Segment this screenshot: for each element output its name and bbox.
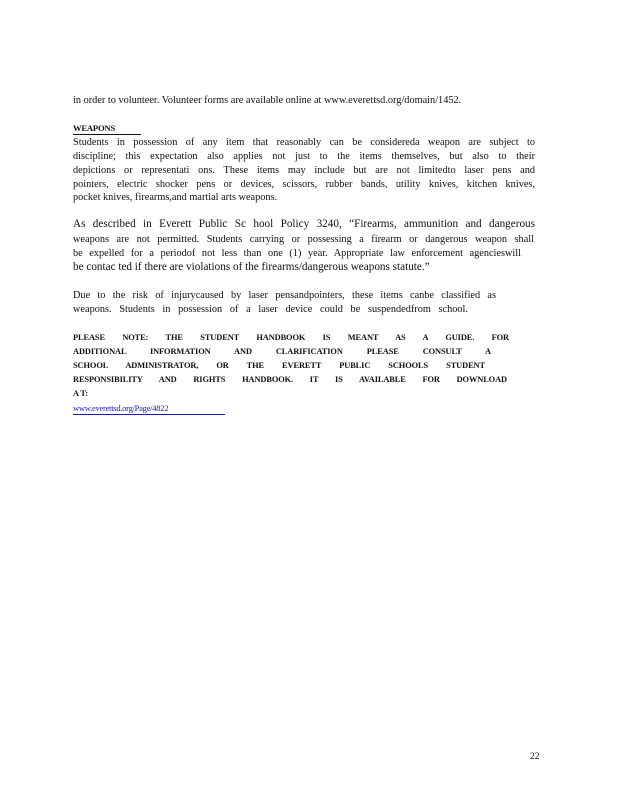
policy-paragraph-line: weapons are not permitted. Students carrying or possessing a firearm or dangerous weapon shall — [73, 234, 534, 245]
weapons-paragraph-line: discipline; this expectation also applies not just to the items themselves, but also to their — [73, 151, 535, 162]
weapons-paragraph-line: Students in possession of any item that reasonably can be considereda weapon are subject to — [73, 137, 535, 148]
weapons-heading: WEAPONS — [73, 123, 141, 135]
handbook-note-line: A T: — [73, 389, 88, 398]
handbook-note-line: SCHOOL ADMINISTRATOR, OR THE EVERETT PUBLIC SCHOOLS STUDENT — [73, 361, 485, 370]
policy-paragraph-line: be expelled for a periodof not less than one (1) year. Appropriate law enforcement agencieswill — [73, 248, 521, 259]
handbook-note-line: RESPONSIBILITY AND RIGHTS HANDBOOK. IT IS AVAILABLE FOR DOWNLOAD — [73, 375, 507, 384]
volunteer-paragraph-line: in order to volunteer. Volunteer forms are available online at www.everettsd.org/domain/1452. — [73, 95, 462, 106]
weapons-paragraph-line: pointers, electric shocker pens or devices, scissors, rubber bands, utility knives, kitchen knives, — [73, 179, 535, 190]
policy-paragraph-line: be contac ted if there are violations of the firearms/dangerous weapons statute.” — [73, 261, 430, 273]
weapons-paragraph-line: pocket knives, firearms,and martial arts weapons. — [73, 192, 278, 203]
laser-paragraph-line: Due to the risk of injurycaused by laser pensandpointers, these items canbe classified as — [73, 290, 496, 301]
policy-paragraph-line: As described in Everett Public Sc hool Policy 3240, “Firearms, ammunition and dangerous — [73, 218, 535, 230]
weapons-paragraph-line: depictions or representati ons. These items may include but are not limitedto laser pens and — [73, 165, 535, 176]
handbook-note-line: PLEASE NOTE: THE STUDENT HANDBOOK IS MEANT AS A GUIDE. FOR — [73, 333, 509, 342]
handbook-download-link[interactable]: www.everettsd.org/Page/4822 — [73, 403, 225, 415]
laser-paragraph-line: weapons. Students in possession of a laser device could be suspendedfrom school. — [73, 304, 468, 315]
handbook-note-line: ADDITIONAL INFORMATION AND CLARIFICATION PLEASE CONSULT A — [73, 347, 491, 356]
page-number: 22 — [530, 751, 540, 762]
